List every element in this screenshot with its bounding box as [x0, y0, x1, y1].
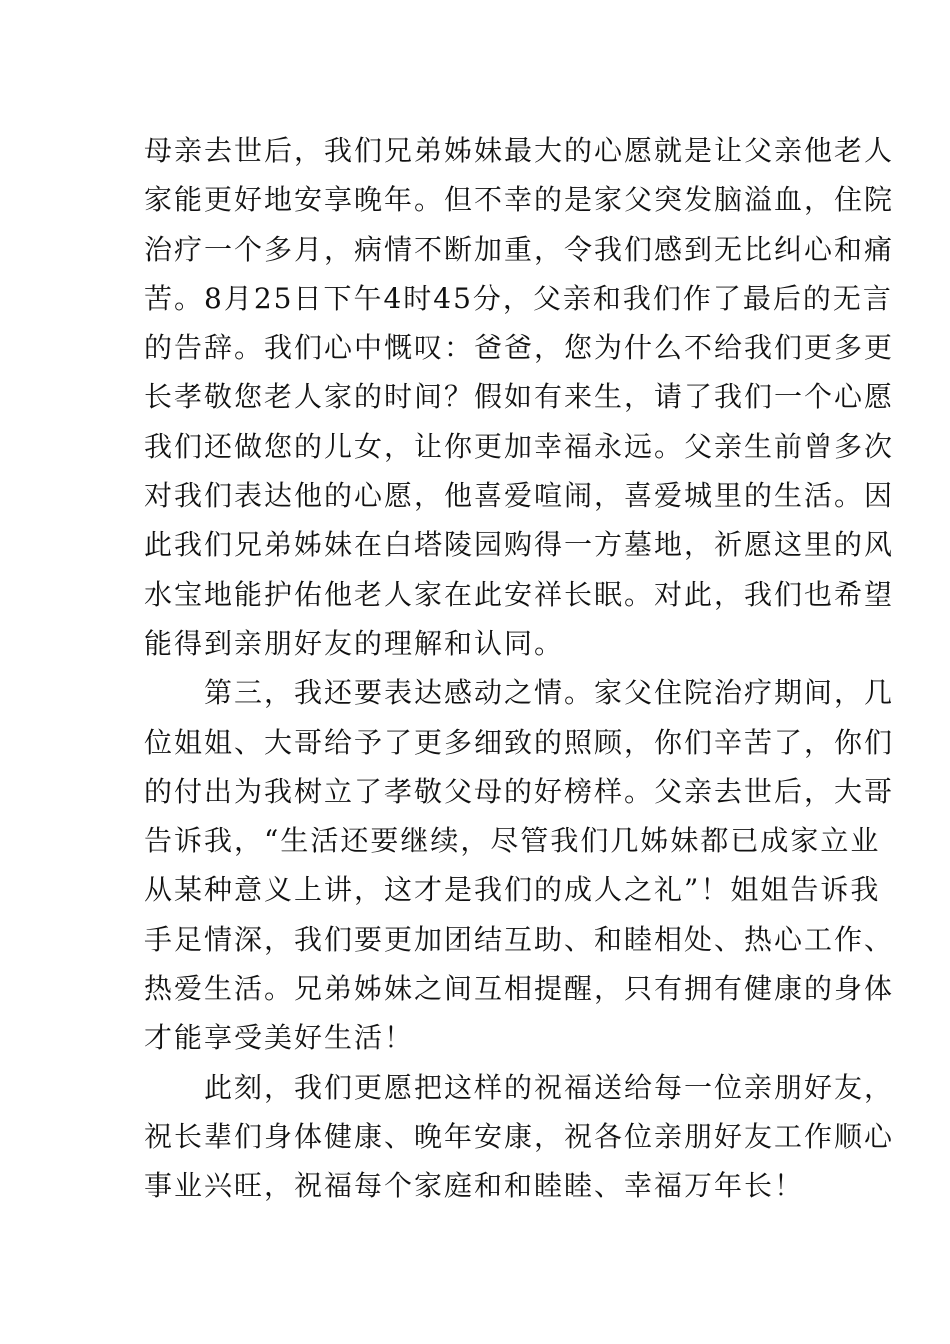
text-line: 水宝地能护佑他老人家在此安祥长眠。对此，我们也希望	[144, 577, 895, 611]
text-line: 事业兴旺，祝福每个家庭和和睦睦、幸福万年长！	[144, 1169, 805, 1203]
text-line: 家能更好地安享晚年。但不幸的是家父突发脑溢血，住院	[144, 183, 895, 217]
text-line: 母亲去世后，我们兄弟姊妹最大的心愿就是让父亲他老人	[144, 134, 895, 167]
paragraph-2	[144, 668, 895, 1062]
text-line: 此我们兄弟姊妹在白塔陵园购得一方墓地，祈愿这里的风	[144, 528, 895, 562]
document-body	[144, 126, 895, 1211]
text-line: 位姐姐、大哥给予了更多细致的照顾，你们辛苦了，你们	[144, 725, 895, 759]
text-line: 我们还做您的儿女，让你更加幸福永远。父亲生前曾多次	[144, 429, 895, 463]
text-line: 告诉我，“生活还要继续，尽管我们几姊妹都已成家立业	[144, 824, 881, 858]
text-line-indented: 此刻，我们更愿把这样的祝福送给每一位亲朋好友，	[204, 1070, 895, 1104]
text-line-indented: 第三，我还要表达感动之情。家父住院治疗期间，几	[204, 676, 895, 710]
text-line: 对我们表达他的心愿，他喜爱喧闹，喜爱城里的生活。因	[144, 479, 895, 513]
text-line: 才能享受美好生活！	[144, 1021, 415, 1055]
text-line: 的付出为我树立了孝敬父母的好榜样。父亲去世后，大哥	[144, 774, 895, 808]
text-line: 长孝敬您老人家的时间？假如有来生，请了我们一个心愿	[144, 380, 895, 414]
text-line: 苦。8月25日下午4时45分，父亲和我们作了最后的无言	[144, 281, 893, 315]
text-line: 的告辞。我们心中慨叹：爸爸，您为什么不给我们更多更	[144, 331, 895, 365]
text-line: 热爱生活。兄弟姊妹之间互相提醒，只有拥有健康的身体	[144, 972, 895, 1006]
text-line: 从某种意义上讲，这才是我们的成人之礼”！姐姐告诉我	[144, 873, 881, 907]
text-line: 治疗一个多月，病情不断加重，令我们感到无比纠心和痛	[144, 232, 895, 266]
text-line: 能得到亲朋好友的理解和认同。	[144, 626, 565, 660]
paragraph-1	[144, 126, 895, 668]
paragraph-3	[144, 1063, 895, 1211]
text-line: 祝长辈们身体健康、晚年安康，祝各位亲朋好友工作顺心	[144, 1119, 895, 1153]
text-line: 手足情深，我们要更加团结互助、和睦相处、热心工作、	[144, 922, 895, 956]
